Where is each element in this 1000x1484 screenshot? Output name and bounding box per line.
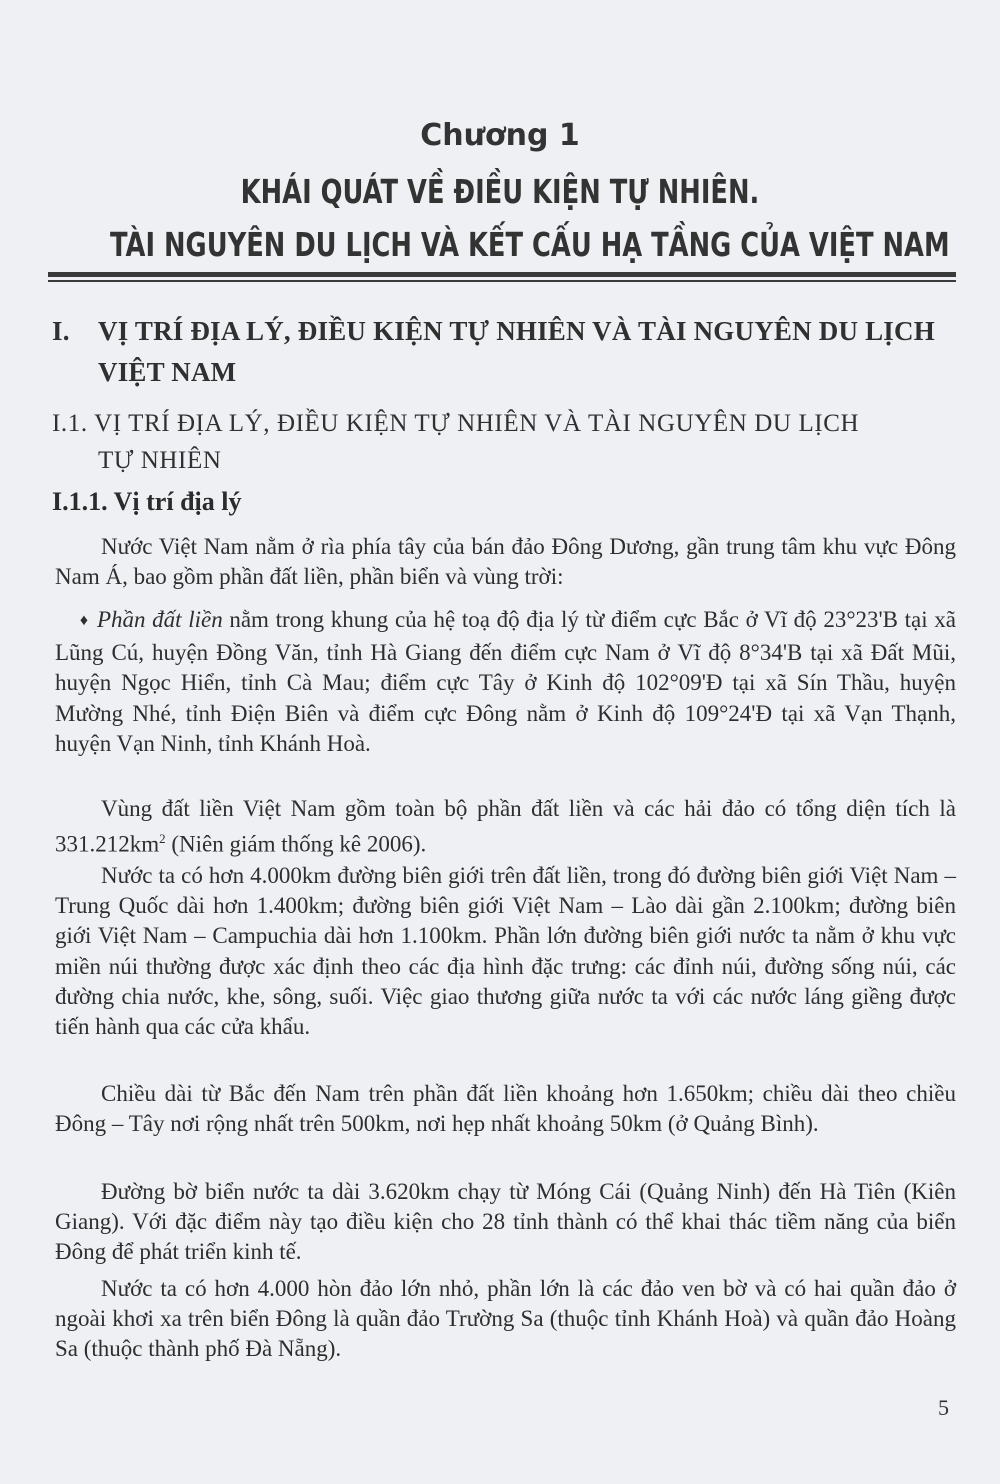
paragraph-6-text: Đường bờ biển nước ta dài 3.620km chạy từ Móng Cái (Quảng Ninh) đến Hà Tiên (Kiên Giang). Với đặc điểm này tạo điều kiện cho 28 tỉnh thành có thể khai thác tiềm năng của biển Đông để phát triển kinh tế.: [55, 1179, 956, 1265]
subsection-heading-line-1: I.1. VỊ TRÍ ĐỊA LÝ, ĐIỀU KIỆN TỰ NHIÊN VÀ TÀI NGUYÊN DU LỊCH: [52, 410, 860, 437]
paragraph-4-text: Nước ta có hơn 4.000km đường biên giới trên đất liền, trong đó đường biên giới Việt Nam – Trung Quốc dài hơn 1.400km; đường biên giới Việt Nam – Lào dài gần 2.100km; đường biên giới Việt Nam – Campuchia dài hơn 1.100km. Phần lớn đường biên giới nước ta nằm ở khu vực miền núi thường được xác định theo các địa hình đặc trưng: các đỉnh núi, đường sống núi, các đường chia nước, khe, sông, suối. Việc giao thương giữa nước ta với các nước láng giềng được tiến hành qua các cửa khẩu.: [55, 863, 956, 1040]
chapter-title-line-2: TÀI NGUYÊN DU LỊCH VÀ KẾT CẤU HẠ TẦNG CỦA VIỆT NAM: [110, 225, 950, 264]
paragraph-1-text: Nước Việt Nam nằm ở rìa phía tây của bán đảo Đông Dương, gần trung tâm khu vực Đông Nam Á, bao gồm phần đất liền, phần biển và vùng trời:: [55, 534, 956, 590]
area-unit-superscript: 2: [159, 831, 166, 847]
page-number: 5: [938, 1395, 949, 1420]
paragraph-3-text: Vùng đất liền Việt Nam gồm toàn bộ phần đất liền và các hải đảo có tổng diện tích là 331.212km: [55, 796, 956, 857]
paragraph-4: [55, 861, 956, 1042]
chapter-title-line-1: KHÁI QUÁT VỀ ĐIỀU KIỆN TỰ NHIÊN.: [240, 172, 760, 211]
paragraph-5-text: Chiều dài từ Bắc đến Nam trên phần đất liền khoảng hơn 1.650km; chiều dài theo chiều Đông – Tây nơi rộng nhất trên 500km, nơi hẹp nhất khoảng 50km (ở Quảng Bình).: [55, 1081, 956, 1137]
diamond-bullet-icon: ♦: [79, 612, 89, 629]
title-rule-thick: [48, 272, 956, 277]
paragraph-6: [55, 1177, 956, 1268]
paragraph-2-bullet: [55, 605, 956, 759]
paragraph-1: [55, 532, 956, 592]
section-heading-1-line-2: VIỆT NAM: [98, 357, 237, 387]
paragraph-5: [55, 1079, 956, 1139]
paragraph-3-text-end: (Niên giám thống kê 2006).: [165, 831, 427, 857]
subsubsection-heading: I.1.1. Vị trí địa lý: [52, 487, 242, 516]
paragraph-3: [55, 794, 956, 860]
subsection-heading-line-2: TỰ NHIÊN: [98, 447, 222, 474]
title-rule-thin: [48, 280, 956, 282]
paragraph-7-text: Nước ta có hơn 4.000 hòn đảo lớn nhỏ, phần lớn là các đảo ven bờ và có hai quần đảo ở ngoài khơi xa trên biển Đông là quần đảo Trường Sa (thuộc tỉnh Khánh Hoà) và quần đảo Hoàng Sa (thuộc thành phố Đà Nẵng).: [55, 1276, 956, 1362]
section-heading-1-line-1: VỊ TRÍ ĐỊA LÝ, ĐIỀU KIỆN TỰ NHIÊN VÀ TÀI NGUYÊN DU LỊCH: [98, 316, 935, 346]
section-number: I.: [52, 316, 70, 346]
paragraph-7: [55, 1274, 956, 1365]
paragraph-2-italic: Phần đất liền: [96, 607, 223, 632]
paragraph-2-text: nằm trong khung của hệ toạ độ địa lý từ điểm cực Bắc ở Vĩ độ 23°23'B tại xã Lũng Cú, huyện Đồng Văn, tỉnh Hà Giang đến điểm cực Nam ở Vĩ độ 8°34'B tại xã Đất Mũi, huyện Ngọc Hiển, tỉnh Cà Mau; điểm cực Tây ở Kinh độ 102°09'Đ tại xã Sín Thầu, huyện Mường Nhé, tỉnh Điện Biên và điểm cực Đông nằm ở Kinh độ 109°24'Đ tại xã Vạn Thạnh, huyện Vạn Ninh, tỉnh Khánh Hoà.: [55, 607, 956, 756]
chapter-label: Chương 1: [420, 118, 580, 153]
